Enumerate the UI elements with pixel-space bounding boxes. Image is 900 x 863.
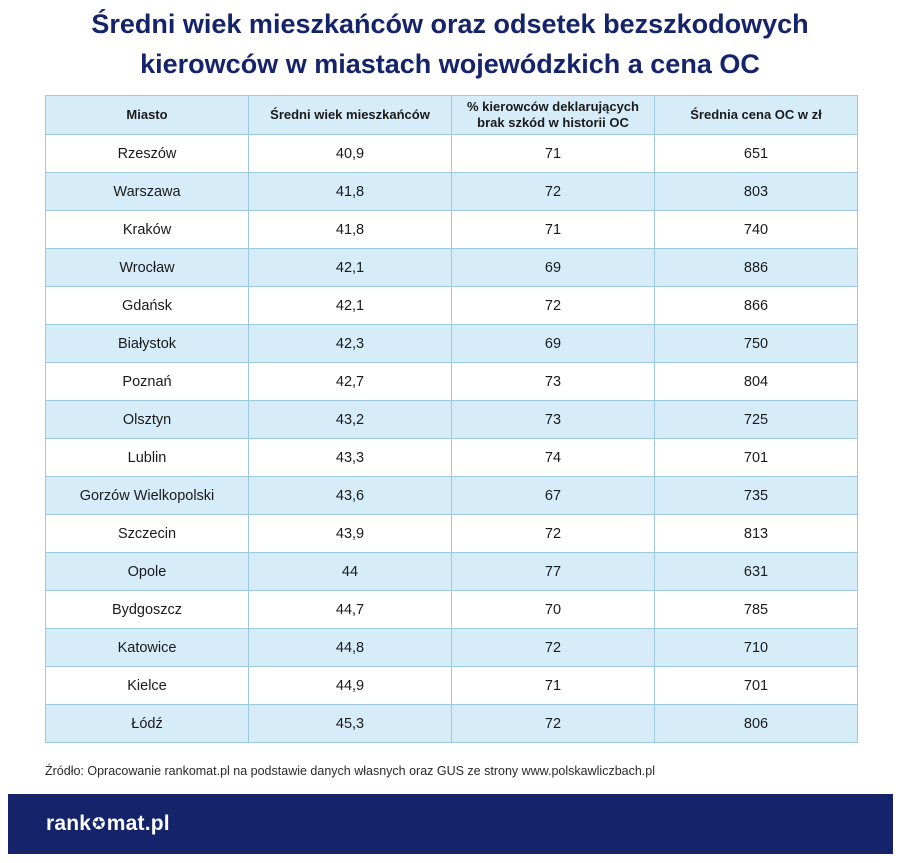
- cell-cena-oc: 701: [655, 667, 858, 705]
- cell-sredni-wiek: 43,6: [249, 477, 452, 515]
- cell-odsetek-kierowcow: 72: [452, 629, 655, 667]
- table-row: [46, 629, 858, 667]
- cell-miasto: Kraków: [46, 211, 249, 249]
- cell-miasto: Poznań: [46, 363, 249, 401]
- cell-miasto: Kielce: [46, 667, 249, 705]
- logo-text-left: rank: [46, 812, 92, 835]
- cell-sredni-wiek: 42,3: [249, 325, 452, 363]
- cell-odsetek-kierowcow: 71: [452, 667, 655, 705]
- table-row: [46, 249, 858, 287]
- cell-sredni-wiek: 44,9: [249, 667, 452, 705]
- cell-miasto: Katowice: [46, 629, 249, 667]
- page-title: [0, 4, 900, 84]
- title-line-1: Średni wiek mieszkańców oraz odsetek bezszkodowych: [91, 9, 809, 39]
- table-row: [46, 363, 858, 401]
- table-row: [46, 401, 858, 439]
- cell-miasto: Olsztyn: [46, 401, 249, 439]
- cell-miasto: Rzeszów: [46, 135, 249, 173]
- table-row: [46, 667, 858, 705]
- cell-odsetek-kierowcow: 72: [452, 173, 655, 211]
- cell-sredni-wiek: 40,9: [249, 135, 452, 173]
- cell-cena-oc: 651: [655, 135, 858, 173]
- cell-sredni-wiek: 45,3: [249, 705, 452, 743]
- cell-odsetek-kierowcow: 71: [452, 211, 655, 249]
- cell-sredni-wiek: 44: [249, 553, 452, 591]
- cell-odsetek-kierowcow: 70: [452, 591, 655, 629]
- title-line-2: kierowców w miastach wojewódzkich a cena OC: [140, 49, 760, 79]
- cell-odsetek-kierowcow: 73: [452, 363, 655, 401]
- logo-star-icon: ✪: [92, 816, 106, 833]
- column-header-cena-oc: Średnia cena OC w zł: [655, 96, 858, 135]
- cell-cena-oc: 785: [655, 591, 858, 629]
- column-header-sredni-wiek: Średni wiek mieszkańców: [249, 96, 452, 135]
- table-header-row: [46, 96, 858, 135]
- cell-odsetek-kierowcow: 67: [452, 477, 655, 515]
- data-table: [45, 95, 858, 743]
- cell-cena-oc: 725: [655, 401, 858, 439]
- cell-miasto: Szczecin: [46, 515, 249, 553]
- table-row: [46, 135, 858, 173]
- cell-cena-oc: 886: [655, 249, 858, 287]
- cell-sredni-wiek: 42,7: [249, 363, 452, 401]
- cell-sredni-wiek: 41,8: [249, 211, 452, 249]
- cell-cena-oc: 701: [655, 439, 858, 477]
- table-row: [46, 173, 858, 211]
- cell-cena-oc: 806: [655, 705, 858, 743]
- cell-cena-oc: 803: [655, 173, 858, 211]
- cell-cena-oc: 735: [655, 477, 858, 515]
- cell-cena-oc: 631: [655, 553, 858, 591]
- table-row: [46, 477, 858, 515]
- cell-odsetek-kierowcow: 72: [452, 515, 655, 553]
- cell-odsetek-kierowcow: 74: [452, 439, 655, 477]
- table-body: [46, 135, 858, 743]
- cell-cena-oc: 866: [655, 287, 858, 325]
- cell-miasto: Łódź: [46, 705, 249, 743]
- cell-sredni-wiek: 43,3: [249, 439, 452, 477]
- table-row: [46, 439, 858, 477]
- cell-odsetek-kierowcow: 77: [452, 553, 655, 591]
- cell-cena-oc: 740: [655, 211, 858, 249]
- cell-sredni-wiek: 43,9: [249, 515, 452, 553]
- cell-odsetek-kierowcow: 69: [452, 249, 655, 287]
- table-row: [46, 553, 858, 591]
- cell-odsetek-kierowcow: 69: [452, 325, 655, 363]
- column-header-odsetek-kierowcow: % kierowców deklarujących brak szkód w historii OC: [452, 96, 655, 135]
- table-row: [46, 287, 858, 325]
- footer-bar: [8, 794, 893, 854]
- cell-sredni-wiek: 44,7: [249, 591, 452, 629]
- cell-miasto: Gorzów Wielkopolski: [46, 477, 249, 515]
- cell-miasto: Warszawa: [46, 173, 249, 211]
- cell-cena-oc: 710: [655, 629, 858, 667]
- cell-sredni-wiek: 42,1: [249, 287, 452, 325]
- cell-odsetek-kierowcow: 72: [452, 705, 655, 743]
- cell-sredni-wiek: 44,8: [249, 629, 452, 667]
- table-row: [46, 211, 858, 249]
- cell-sredni-wiek: 41,8: [249, 173, 452, 211]
- cell-miasto: Gdańsk: [46, 287, 249, 325]
- cell-miasto: Wrocław: [46, 249, 249, 287]
- table-row: [46, 515, 858, 553]
- column-header-miasto: Miasto: [46, 96, 249, 135]
- cell-odsetek-kierowcow: 73: [452, 401, 655, 439]
- logo-text-right: mat.pl: [106, 812, 170, 835]
- cell-cena-oc: 750: [655, 325, 858, 363]
- cell-cena-oc: 804: [655, 363, 858, 401]
- cell-odsetek-kierowcow: 72: [452, 287, 655, 325]
- table-row: [46, 325, 858, 363]
- cell-sredni-wiek: 43,2: [249, 401, 452, 439]
- cell-miasto: Opole: [46, 553, 249, 591]
- cell-odsetek-kierowcow: 71: [452, 135, 655, 173]
- table-row: [46, 591, 858, 629]
- table-row: [46, 705, 858, 743]
- cell-miasto: Bydgoszcz: [46, 591, 249, 629]
- rankomat-logo: [46, 812, 170, 836]
- cell-sredni-wiek: 42,1: [249, 249, 452, 287]
- cell-miasto: Białystok: [46, 325, 249, 363]
- cell-cena-oc: 813: [655, 515, 858, 553]
- cell-miasto: Lublin: [46, 439, 249, 477]
- source-note: Źródło: Opracowanie rankomat.pl na podstawie danych własnych oraz GUS ze strony www.polskawliczbach.pl: [45, 764, 656, 778]
